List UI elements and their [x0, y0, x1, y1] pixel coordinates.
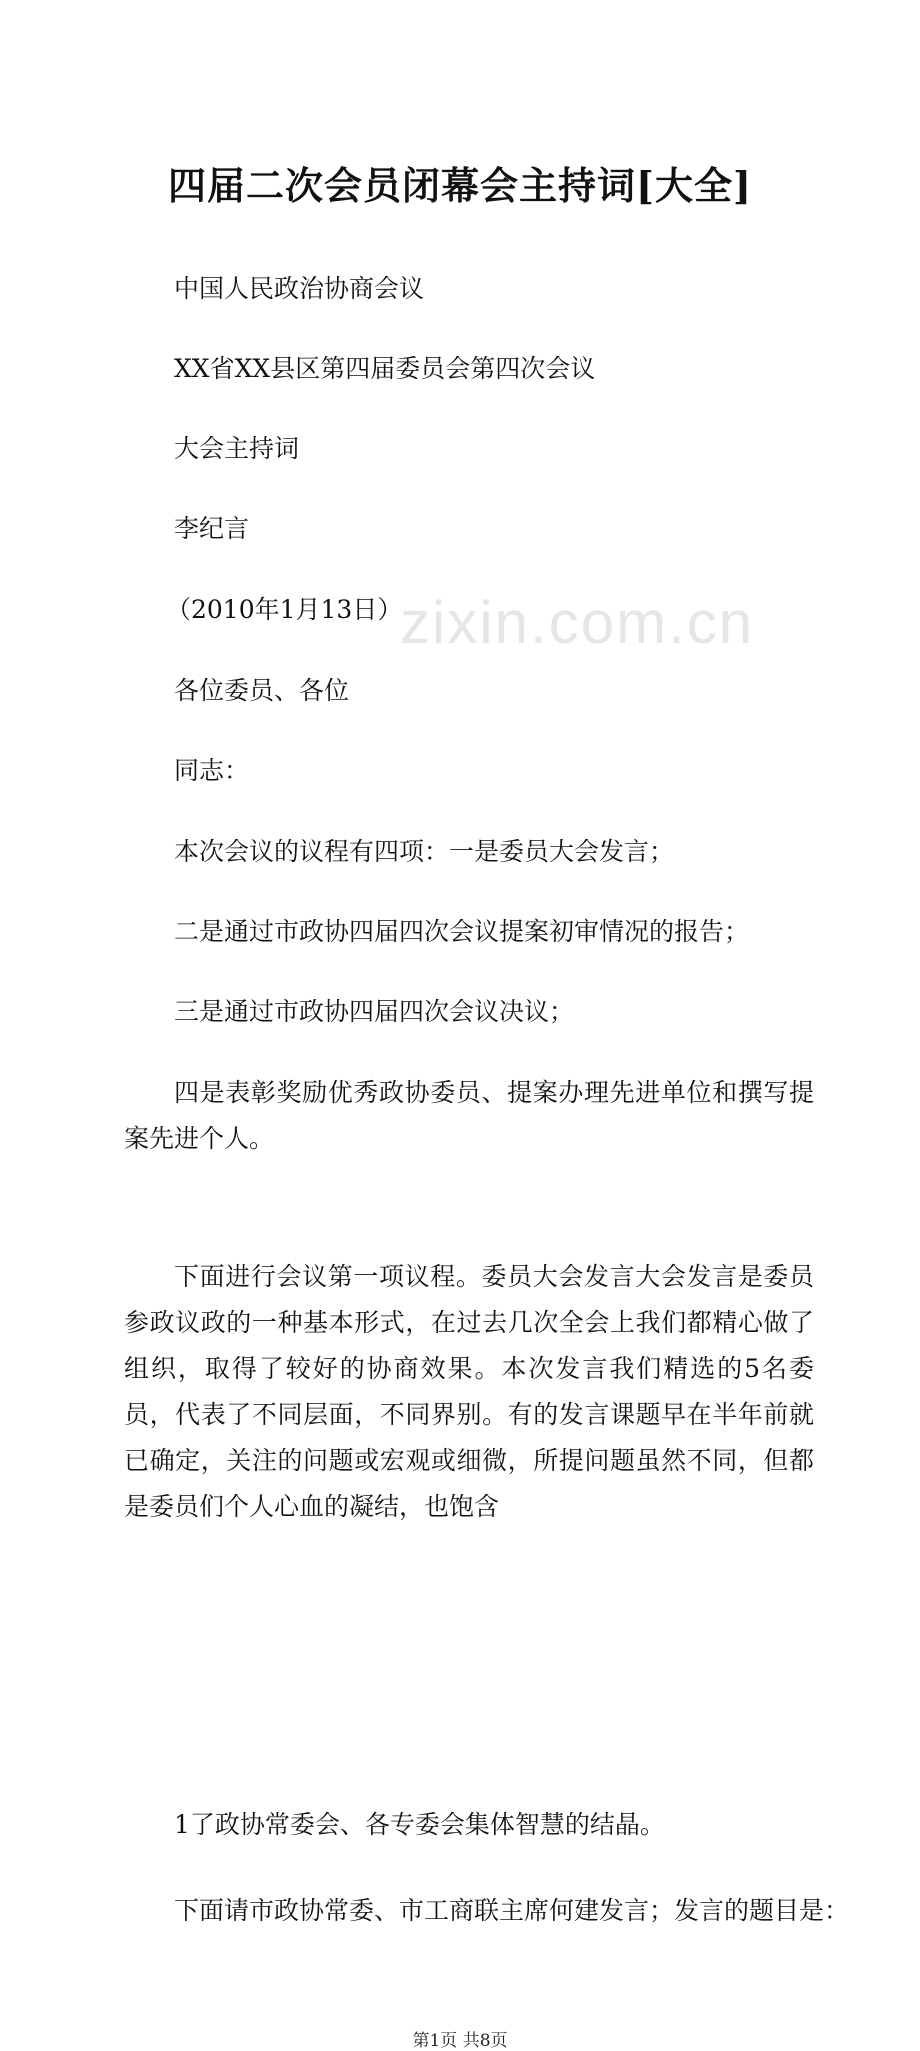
watermark: zixin.com.cn — [400, 589, 755, 656]
line-speaker: 李纪言 — [174, 514, 250, 543]
line-next-speaker: 下面请市政协常委、市工商联主席何建发言；发言的题目是： — [174, 1896, 850, 1925]
line-date: （2010年1月13日） — [166, 595, 403, 624]
line-continuation: 1了政协常委会、各专委会集体智慧的结晶。 — [174, 1810, 665, 1839]
paragraph-agenda-4: 四是表彰奖励优秀政协委员、提案办理先进单位和撰写提案先进个人。 — [124, 1078, 814, 1153]
line-agenda-intro: 本次会议的议程有四项：一是委员大会发言； — [174, 837, 675, 866]
line-organization: 中国人民政治协商会议 — [174, 274, 425, 303]
page-footer: 第1页 共8页 — [412, 2031, 508, 2051]
paragraph-first-item: 下面进行会议第一项议程。委员大会发言大会发言是委员参政议政的一种基本形式，在过去几次全会上我们都精心做了组织，取得了较好的协商效果。本次发言我们精选的5名委员，代表了不同层面，不同界别。有的发言课题早在半年前就已确定，关注的问题或宏观或细微，所提问题虽然不同，但都是委员们个人心血的凝结，也饱含 — [124, 1262, 814, 1521]
line-greeting-2: 同志： — [174, 756, 250, 785]
line-agenda-2: 二是通过市政协四届四次会议提案初审情况的报告； — [174, 917, 750, 946]
line-speech-type: 大会主持词 — [174, 434, 300, 463]
document-title: 四届二次会员闭幕会主持词[大全] — [168, 163, 752, 208]
line-agenda-3: 三是通过市政协四届四次会议决议； — [174, 997, 575, 1026]
line-greeting-1: 各位委员、各位 — [174, 676, 350, 705]
line-session: XX省XX县区第四届委员会第四次会议 — [174, 354, 596, 383]
